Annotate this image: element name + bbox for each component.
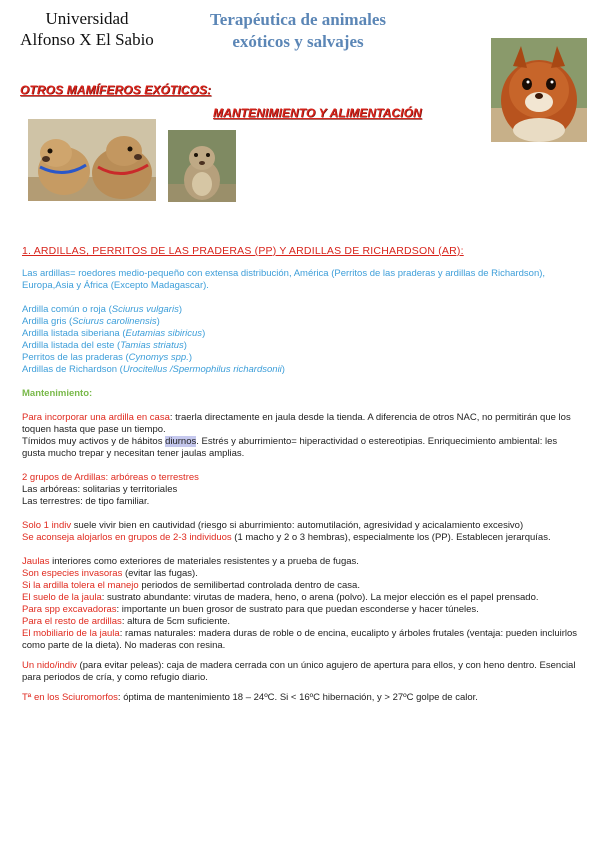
- paragraph: Son especies invasoras (evitar las fugas).: [22, 568, 198, 579]
- university-name: [12, 8, 162, 50]
- paragraph: Jaulas interiores como exteriores de materiales resistentes y a prueba de fugas.: [22, 556, 359, 567]
- document-body: [22, 268, 578, 704]
- paragraph: Las arbóreas: solitarias y territoriales: [22, 484, 178, 495]
- paragraph: Solo 1 indiv suele vivir bien en cautividad (riesgo si aburrimiento: automutilación, agresividad y acicalamiento excesivo): [22, 520, 524, 531]
- species-item: Ardilla listada del este (Tamias striatus): [22, 340, 187, 351]
- paragraph: Tª en los Sciuromorfos: óptima de mantenimiento 18 – 24ºC. Si < 16ºC hibernación, y > 27ºC golpe de calor.: [22, 692, 478, 703]
- paragraph: Si la ardilla tolera el manejo periodos de semilibertad controlada dentro de casa.: [22, 580, 360, 591]
- course-title: [178, 9, 418, 53]
- squirrel-photo: [491, 38, 587, 142]
- intro-paragraph: Las ardillas= roedores medio-pequeño con extensa distribución, América (Perritos de las praderas y ardillas de Richardson), Europa,Asia y África (Excepto Madagascar).: [22, 268, 546, 291]
- richardson-squirrel-photo: [168, 130, 236, 202]
- section-heading: 1. ARDILLAS, PERRITOS DE LAS PRADERAS (PP) Y ARDILLAS DE RICHARDSON (AR):: [22, 245, 464, 257]
- paragraph: Se aconseja alojarlos en grupos de 2-3 individuos (1 macho y 2 o 3 hembras), especialmente los (PP). Establecen jerarquías.: [22, 532, 551, 543]
- prairie-dogs-photo: [28, 119, 156, 201]
- document-subtitle: MANTENIMIENTO Y ALIMENTACIÓN: [213, 106, 422, 120]
- species-item: Ardilla listada siberiana (Eutamias sibiricus): [22, 328, 206, 339]
- course-line2: exóticos y salvajes: [232, 32, 364, 51]
- paragraph: Para el resto de ardillas: altura de 5cm suficiente.: [22, 616, 231, 627]
- species-item: Ardilla común o roja (Sciurus vulgaris): [22, 304, 182, 315]
- mantenimiento-heading: Mantenimiento:: [22, 388, 93, 399]
- species-item: Ardillas de Richardson (Urocitellus /Spermophilus richardsonii): [22, 364, 285, 375]
- paragraph: Tímidos muy activos y de hábitos diurnos. Estrés y aburrimiento= hiperactividad o estereotipias. Enriquecimiento ambiental: les gusta mucho trepar y necesitan tener jaulas amplias.: [22, 436, 558, 459]
- paragraph: El suelo de la jaula: sustrato abundante: virutas de madera, heno, o arena (polvo). La mejor elección es el papel prensado.: [22, 592, 539, 603]
- paragraph: 2 grupos de Ardillas: arbóreas o terrestres: [22, 472, 199, 483]
- course-line1: Terapéutica de animales: [210, 10, 386, 29]
- species-list: [22, 304, 578, 376]
- university-line1: Universidad: [45, 9, 129, 28]
- university-line2: Alfonso X El Sabio: [20, 30, 154, 49]
- paragraph: El mobiliario de la jaula: ramas naturales: madera duras de roble o de encina, eucalipto y árboles frutales (ventaja: pueden incluirlos como parte de la dieta). No maderas con resina.: [22, 628, 578, 651]
- paragraph: Para incorporar una ardilla en casa: traerla directamente en jaula desde la tienda. A diferencia de otros NAC, no permitirán que los toquen hasta que pase un tiempo.: [22, 412, 571, 435]
- document-title: OTROS MAMÍFEROS EXÓTICOS:: [20, 83, 212, 97]
- paragraph: Un nido/indiv (para evitar peleas): caja de madera cerrada con un único agujero de apertura para ellos, y con heno dentro. Esencial para periodos de cría, y como refugio diario.: [22, 660, 576, 683]
- species-item: Perritos de las praderas (Cynomys spp.): [22, 352, 193, 363]
- species-item: Ardilla gris (Sciurus carolinensis): [22, 316, 160, 327]
- paragraph: Para spp excavadoras: importante un buen grosor de sustrato para que puedan esconderse y hacer túneles.: [22, 604, 479, 615]
- paragraph: Las terrestres: de tipo familiar.: [22, 496, 150, 507]
